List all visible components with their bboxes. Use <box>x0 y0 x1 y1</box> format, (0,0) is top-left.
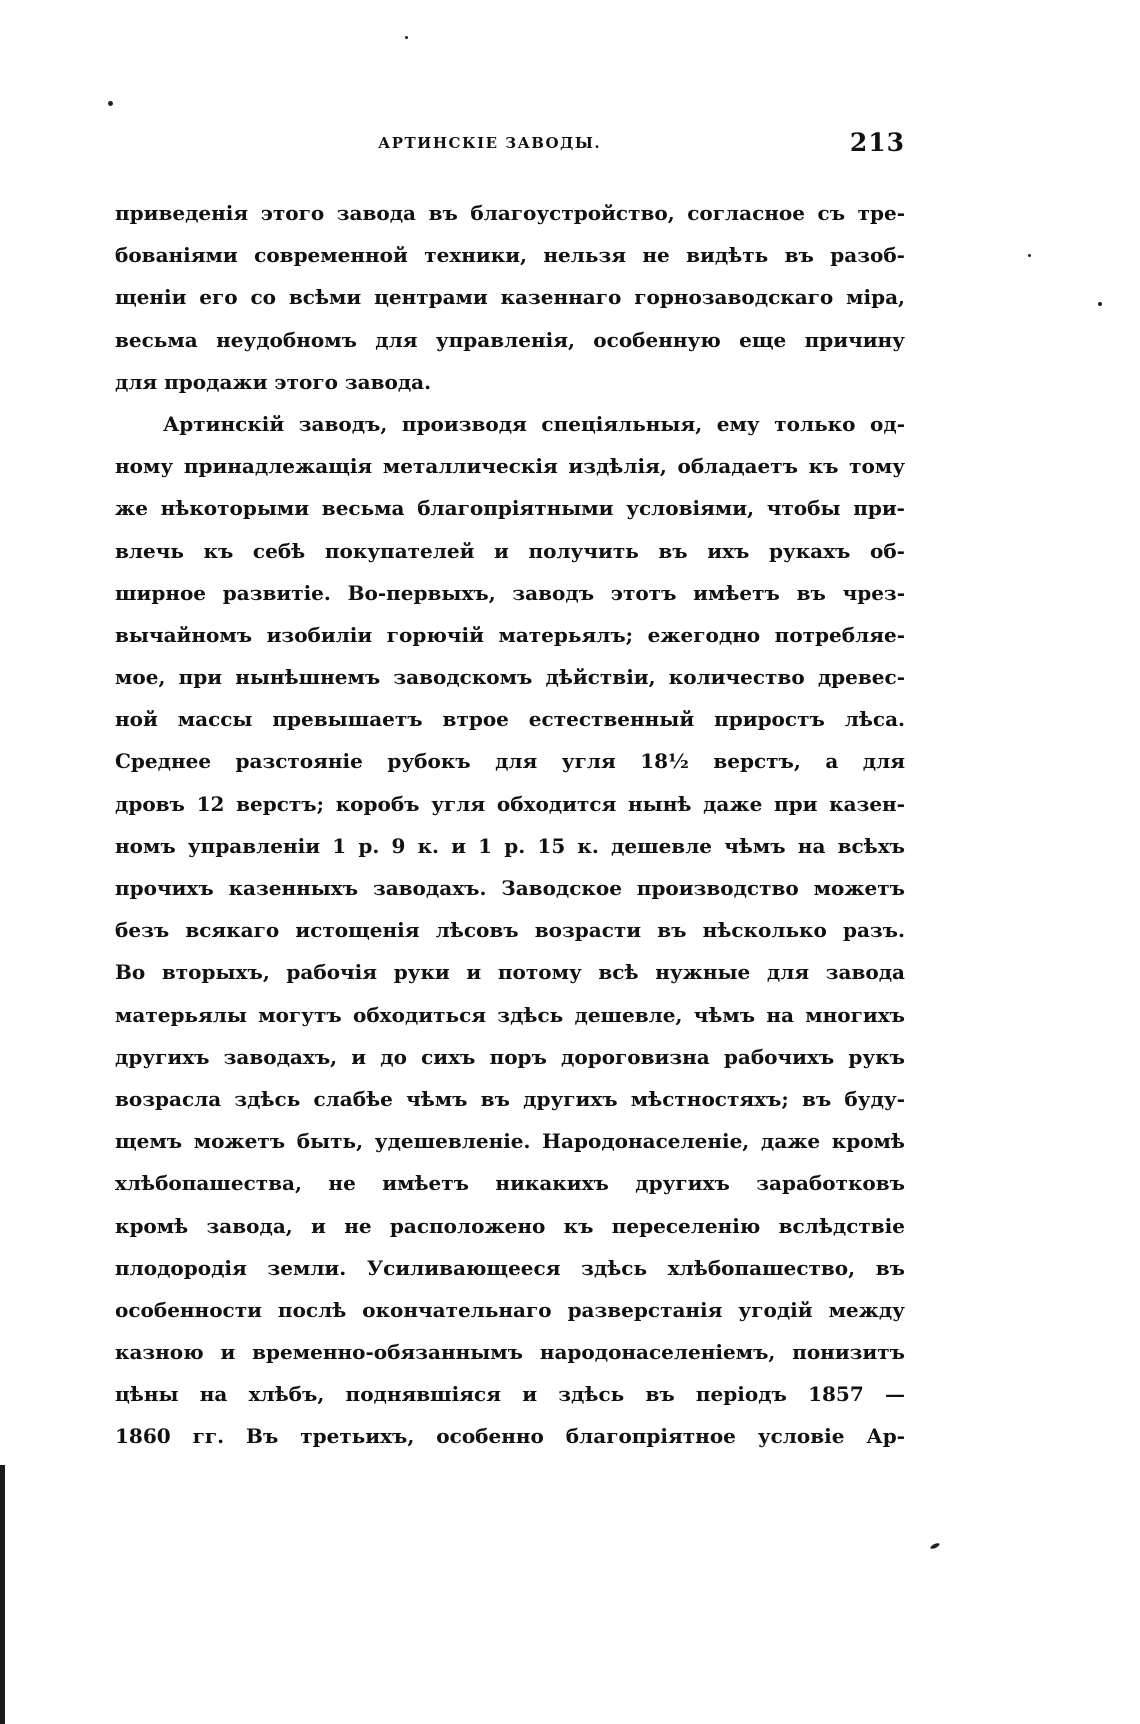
text-line: возрасла здѣсь слабѣе чѣмъ въ другихъ мѣстностяхъ; въ буду- <box>115 1086 905 1111</box>
text-line: ной массы превышаетъ втрое естественный приростъ лѣса. <box>115 707 905 732</box>
text-line: ному принадлежащія металлическія издѣлія, обладаетъ къ тому <box>115 454 905 479</box>
text-line: цѣны на хлѣбъ, поднявшіяся и здѣсь въ періодъ 1857 — <box>115 1382 905 1407</box>
text-line: безъ всякаго истощенія лѣсовъ возрасти въ нѣсколько разъ. <box>115 918 905 943</box>
text-line: мое, при нынѣшнемъ заводскомъ дѣйствіи, количество древес- <box>115 665 905 690</box>
paragraph <box>115 403 905 1458</box>
ink-speck <box>1028 254 1031 257</box>
text-line: кромѣ завода, и не расположено къ переселенію вслѣдствіе <box>115 1213 905 1238</box>
text-line: дровъ 12 верстъ; коробъ угля обходится нынѣ даже при казен- <box>115 791 905 816</box>
text-line: Среднее разстояніе рубокъ для угля 18½ верстъ, а для <box>115 749 905 774</box>
text-line: бованіями современной техники, нельзя не видѣть въ разоб- <box>115 243 905 268</box>
text-line: плодородія земли. Усиливающееся здѣсь хлѣбопашество, въ <box>115 1255 905 1280</box>
page-number: 213 <box>849 128 905 157</box>
text-line: матерьялы могутъ обходиться здѣсь дешевле, чѣмъ на многихъ <box>115 1002 905 1027</box>
body-text <box>115 192 905 1458</box>
text-line: весьма неудобномъ для управленія, особенную еще причину <box>115 327 905 352</box>
page-header <box>115 128 905 164</box>
ink-speck <box>108 101 113 106</box>
paragraph <box>115 192 905 403</box>
ink-speck <box>405 36 408 39</box>
text-line: вычайномъ изобиліи горючій матерьялъ; ежегодно потребляе- <box>115 622 905 647</box>
text-line: другихъ заводахъ, и до сихъ поръ дороговизна рабочихъ рукъ <box>115 1044 905 1069</box>
text-line: для продажи этого завода. <box>115 369 432 394</box>
text-line: хлѣбопашества, не имѣетъ никакихъ другихъ заработковъ <box>115 1171 905 1196</box>
text-line: 1860 гг. Въ третьихъ, особенно благопріятное условіе Ар- <box>115 1424 905 1449</box>
text-line: ширное развитіе. Во-первыхъ, заводъ этотъ имѣетъ въ чрез- <box>115 580 905 605</box>
text-line: Во вторыхъ, рабочія руки и потому всѣ нужные для завода <box>115 960 905 985</box>
text-line: влечь къ себѣ покупателей и получить въ ихъ рукахъ об- <box>115 538 905 563</box>
text-line: Артинскій заводъ, производя спеціяльныя, ему только од- <box>163 411 905 436</box>
ink-speck <box>930 1542 941 1550</box>
ink-speck <box>1098 302 1102 306</box>
text-line: приведенія этого завода въ благоустройство, согласное съ тре- <box>115 201 905 225</box>
scan-edge-shadow <box>0 1465 5 1724</box>
text-line: щемъ можетъ быть, удешевленіе. Народонаселеніе, даже кромѣ <box>115 1129 905 1154</box>
text-line: казною и временно-обязаннымъ народонаселеніемъ, понизитъ <box>115 1340 905 1365</box>
text-line: номъ управленіи 1 р. 9 к. и 1 р. 15 к. дешевле чѣмъ на всѣхъ <box>115 833 905 858</box>
text-line: щеніи его со всѣми центрами казеннаго горнозаводскаго міра, <box>115 285 905 310</box>
text-line: особенности послѣ окончательнаго разверстанія угодій между <box>115 1297 905 1322</box>
text-line: прочихъ казенныхъ заводахъ. Заводское производство можетъ <box>115 876 905 900</box>
running-head: АРТИНСКІЕ ЗАВОДЫ. <box>378 134 602 152</box>
text-line: же нѣкоторыми весьма благопріятными условіями, чтобы при- <box>115 496 905 521</box>
